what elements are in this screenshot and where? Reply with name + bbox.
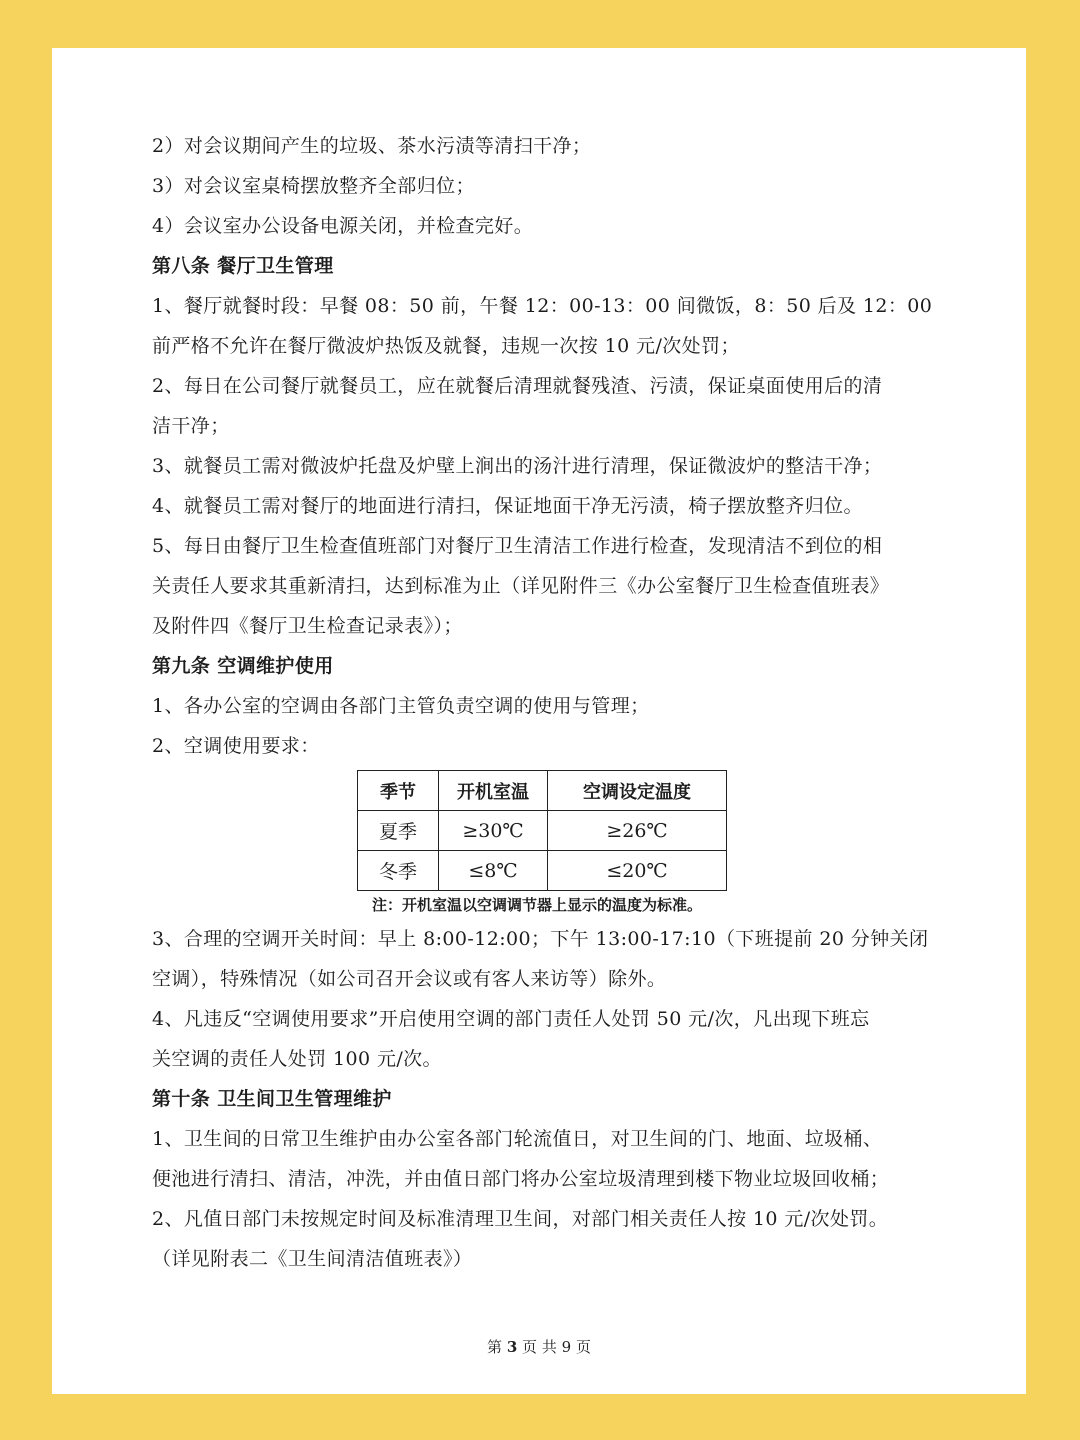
text-block-top: [152, 126, 932, 766]
header-start-temp: 开机室温: [439, 771, 548, 811]
section-heading: 第十条 卫生间卫生管理维护: [152, 1088, 392, 1110]
text-line: 关空调的责任人处罚 100 元/次。: [152, 1048, 442, 1070]
document-page: [52, 48, 1026, 1394]
text-line: 空调），特殊情况（如公司召开会议或有客人来访等）除外。: [152, 968, 667, 990]
cell-set-temp: ≥26℃: [548, 811, 727, 851]
text-line: 2、凡值日部门未按规定时间及标准清理卫生间，对部门相关责任人按 10 元/次处罚。: [152, 1208, 889, 1230]
text-block-bottom: [152, 919, 932, 1279]
text-line: 便池进行清扫、清洁，冲洗，并由值日部门将办公室垃圾清理到楼下物业垃圾回收桶；: [152, 1168, 890, 1190]
cell-set-temp: ≤20℃: [548, 851, 727, 891]
page-number-footer: [52, 1336, 1026, 1357]
text-line: （详见附表二《卫生间清洁值班表》）: [152, 1248, 473, 1270]
text-line: 3、就餐员工需对微波炉托盘及炉壁上涧出的汤汁进行清理，保证微波炉的整洁干净；: [152, 455, 883, 477]
table-row: [358, 851, 727, 891]
header-set-temp: 空调设定温度: [548, 771, 727, 811]
text-line: 2、空调使用要求：: [152, 735, 320, 757]
header-season: 季节: [358, 771, 439, 811]
table-header-row: [358, 771, 727, 811]
text-line: 2）对会议期间产生的垃圾、茶水污渍等清扫干净；: [152, 135, 592, 157]
footer-prefix: 第: [487, 1338, 503, 1356]
document-body: [152, 126, 932, 1279]
text-line: 3）对会议室桌椅摆放整齐全部归位；: [152, 175, 475, 197]
table-row: [358, 811, 727, 851]
text-line: 2、每日在公司餐厅就餐员工，应在就餐后清理就餐残渣、污渍，保证桌面使用后的清: [152, 375, 883, 397]
text-line: 1、各办公室的空调由各部门主管负责空调的使用与管理；: [152, 695, 650, 717]
text-line: 及附件四《餐厅卫生检查记录表》）；: [152, 615, 463, 637]
cell-season: 夏季: [358, 811, 439, 851]
ac-requirements-table: [357, 770, 727, 891]
text-line: 3、合理的空调开关时间：早上 8:00-12:00；下午 13:00-17:10（下班提前 20 分钟关闭: [152, 928, 929, 950]
text-line: 1、餐厅就餐时段：早餐 08：50 前，午餐 12：00-13：00 间微饭，8：50 后及 12：00: [152, 295, 933, 317]
footer-middle: 页 共: [522, 1338, 557, 1356]
cell-start-temp: ≤8℃: [439, 851, 548, 891]
text-line: 关责任人要求其重新清扫，达到标准为止（详见附件三《办公室餐厅卫生检查值班表》: [152, 575, 890, 597]
cell-season: 冬季: [358, 851, 439, 891]
text-line: 1、卫生间的日常卫生维护由办公室各部门轮流值日，对卫生间的门、地面、垃圾桶、: [152, 1128, 883, 1150]
footer-total-pages: 9: [561, 1338, 572, 1356]
text-line: 4）会议室办公设备电源关闭，并检查完好。: [152, 215, 534, 237]
text-line: 4、就餐员工需对餐厅的地面进行清扫，保证地面干净无污渍，椅子摆放整齐归位。: [152, 495, 863, 517]
section-heading: 第八条 餐厅卫生管理: [152, 255, 334, 277]
text-line: 4、凡违反“空调使用要求”开启使用空调的部门责任人处罚 50 元/次，凡出现下班忘: [152, 1008, 870, 1030]
footer-suffix: 页: [575, 1338, 591, 1356]
section-heading: 第九条 空调维护使用: [152, 655, 334, 677]
cell-start-temp: ≥30℃: [439, 811, 548, 851]
text-line: 前严格不允许在餐厅微波炉热饭及就餐，违规一次按 10 元/次处罚；: [152, 335, 740, 357]
text-line: 5、每日由餐厅卫生检查值班部门对餐厅卫生清洁工作进行检查，发现清洁不到位的相: [152, 535, 883, 557]
table-note: 注：开机室温以空调调节器上显示的温度为标准。: [371, 896, 702, 914]
footer-current-page: 3: [506, 1338, 518, 1356]
text-line: 洁干净；: [152, 415, 230, 437]
